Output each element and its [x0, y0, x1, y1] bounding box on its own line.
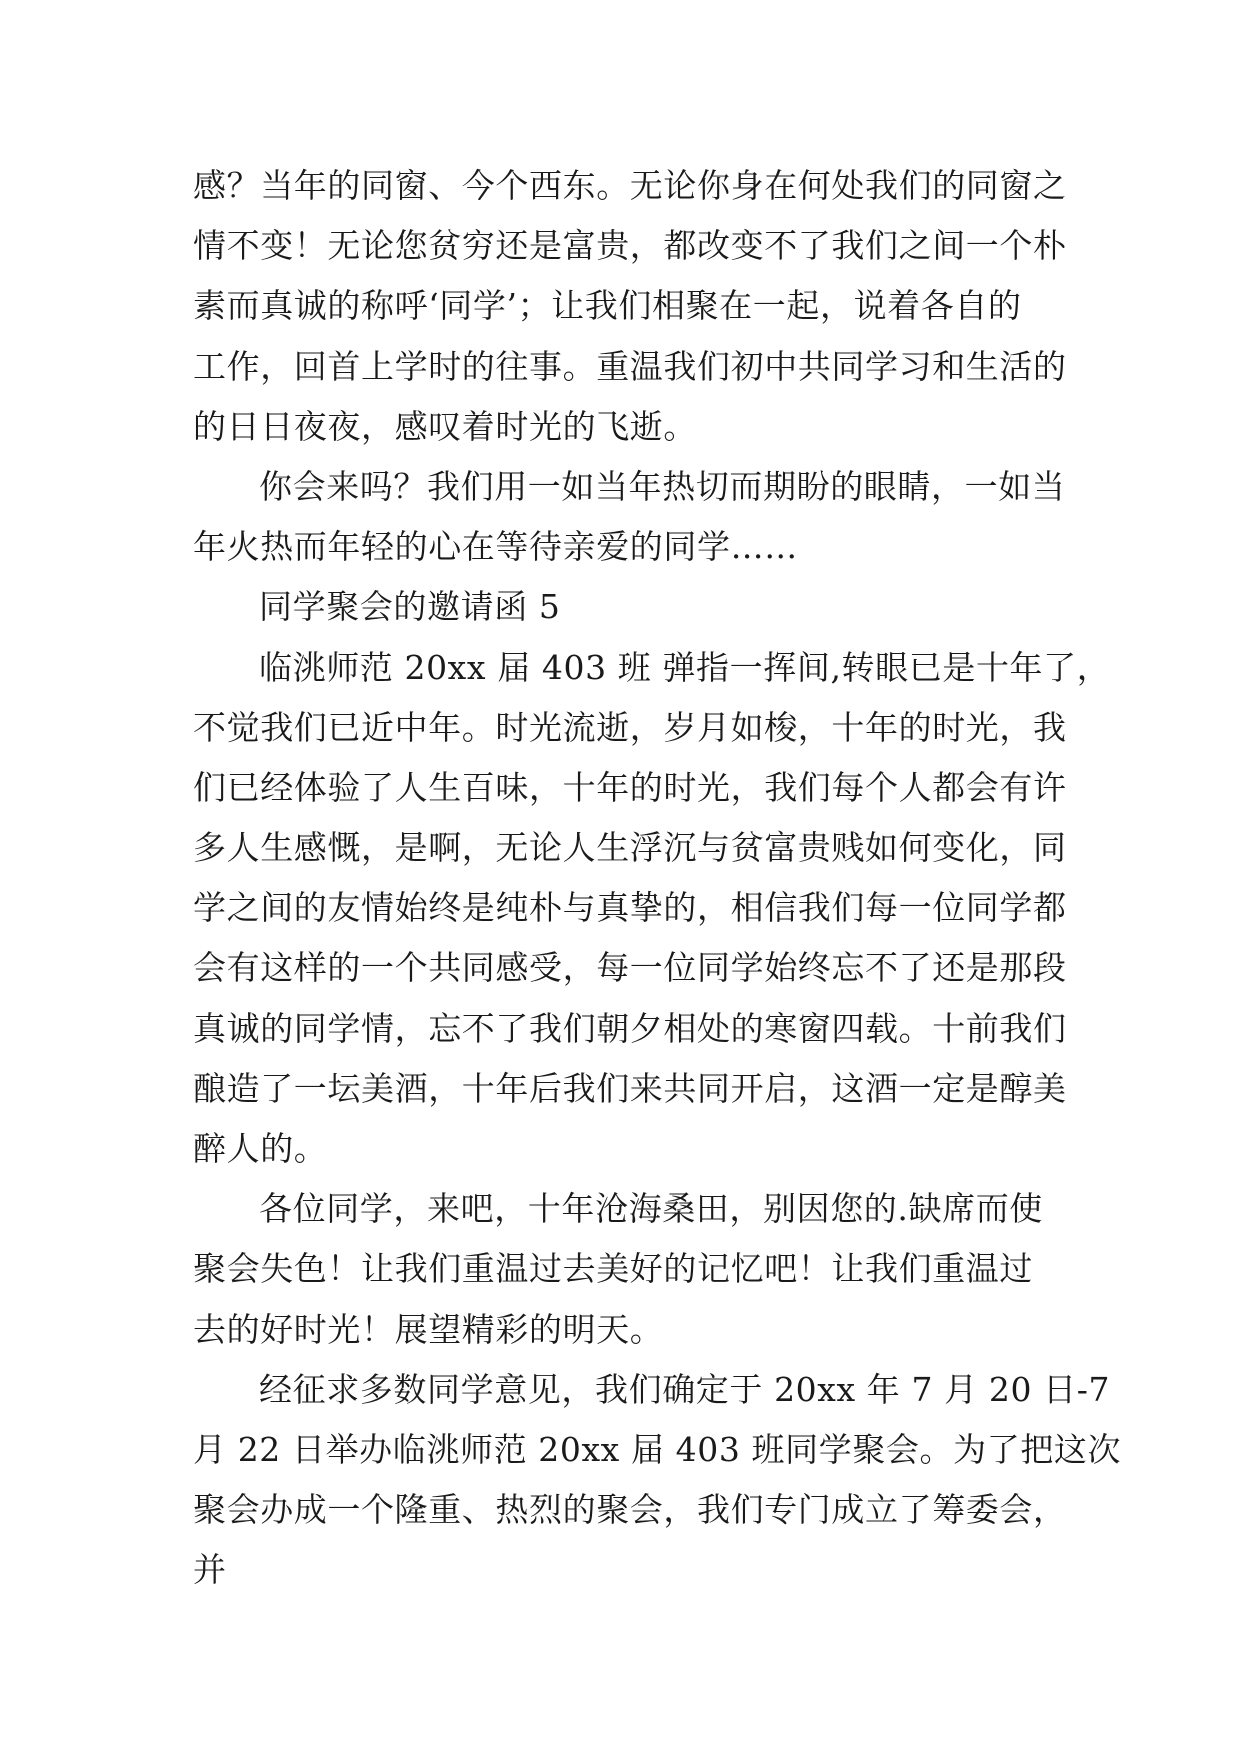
body-text — [193, 156, 1122, 1601]
text-line: 学之间的友情始终是纯朴与真挚的，相信我们每一位同学都 — [193, 888, 1067, 928]
text-line: 聚会失色！让我们重温过去美好的记忆吧！让我们重温过 — [193, 1249, 1033, 1289]
text-line: 各位同学，来吧，十年沧海桑田，别因您的.缺席而使 — [259, 1189, 1043, 1229]
text-line: 不觉我们已近中年。时光流逝，岁月如梭，十年的时光，我 — [193, 707, 1067, 747]
text-line: 的日日夜夜，感叹着时光的飞逝。 — [193, 406, 697, 446]
text-line: 聚会办成一个隆重、热烈的聚会，我们专门成立了筹委会， — [193, 1490, 1067, 1530]
text-line: 并 — [193, 1550, 227, 1590]
text-line: 多人生感慨，是啊，无论人生浮沉与贫富贵贱如何变化，同 — [193, 828, 1067, 868]
text-line: 年火热而年轻的心在等待亲爱的同学…… — [193, 527, 798, 567]
text-line: 们已经体验了人生百味，十年的时光，我们每个人都会有许 — [193, 767, 1067, 807]
text-line: 临洮师范 20xx 届 403 班 弹指一挥间,转眼已是十年了， — [259, 647, 1111, 687]
text-line: 醉人的。 — [193, 1129, 328, 1168]
text-line: 经征求多数同学意见，我们确定于 20xx 年 7 月 20 日-7 — [259, 1369, 1111, 1409]
text-line: 情不变！无论您贫穷还是富贵，都改变不了我们之间一个朴 — [193, 226, 1067, 266]
text-line: 去的好时光！展望精彩的明天。 — [193, 1309, 664, 1349]
text-line: 月 22 日举办临洮师范 20xx 届 403 班同学聚会。为了把这次 — [193, 1429, 1122, 1469]
text-line: 感？当年的同窗、今个西东。无论你身在何处我们的同窗之 — [193, 166, 1067, 205]
text-line: 你会来吗？我们用一如当年热切而期盼的眼睛，一如当 — [259, 466, 1066, 506]
text-line: 酿造了一坛美酒，十年后我们来共同开启，这酒一定是醇美 — [193, 1068, 1067, 1108]
text-line: 真诚的同学情，忘不了我们朝夕相处的寒窗四载。十前我们 — [193, 1008, 1067, 1048]
text-line: 工作，回首上学时的往事。重温我们初中共同学习和生活的 — [193, 346, 1067, 386]
text-line: 会有这样的一个共同感受，每一位同学始终忘不了还是那段 — [193, 948, 1067, 988]
text-line: 素而真诚的称呼‘同学’；让我们相聚在一起，说着各自的 — [193, 286, 1022, 326]
section-heading: 同学聚会的邀请函 5 — [259, 587, 561, 627]
